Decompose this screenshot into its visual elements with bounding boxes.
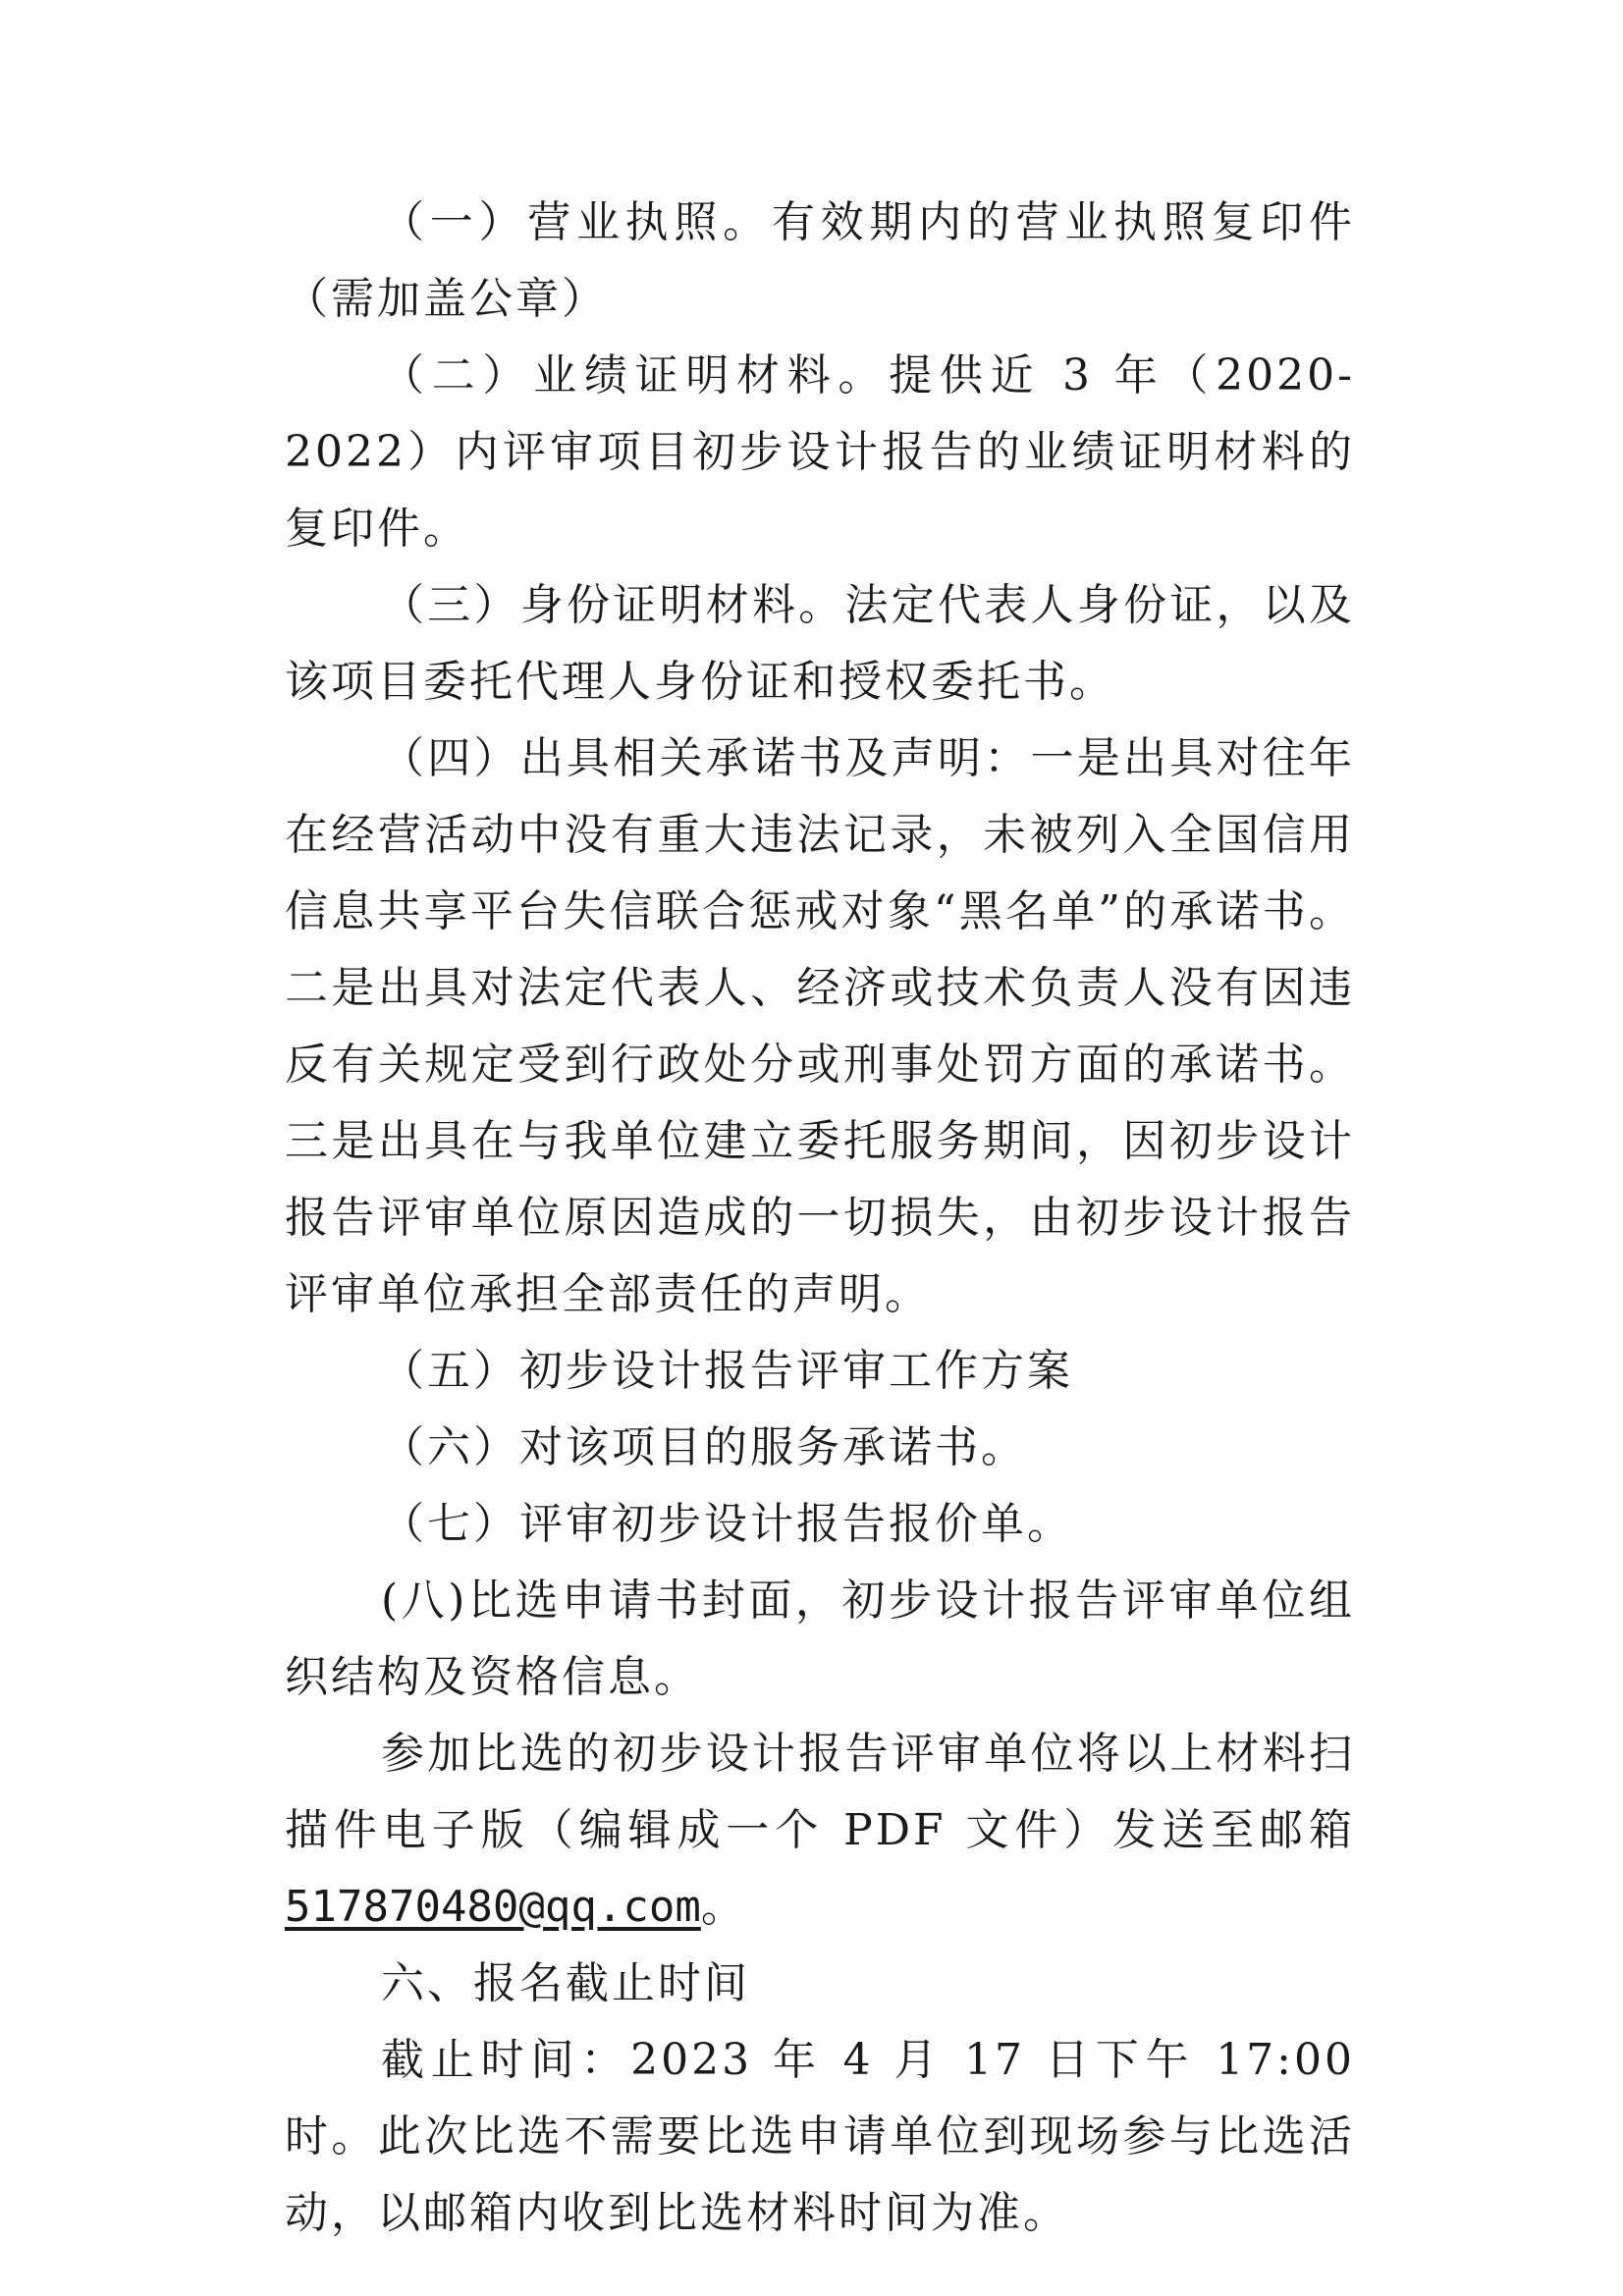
document-body xyxy=(285,185,1355,2252)
submission-text-end: 。 xyxy=(700,1882,747,1932)
submission-text: 参加比选的初步设计报告评审单位将以上材料扫描件电子版（编辑成一个 PDF 文件）发送至邮箱 xyxy=(285,1729,1355,1855)
item-3-identity-proof: （三）身份证明材料。法定代表人身份证，以及该项目委托代理人身份证和授权委托书。 xyxy=(285,580,1355,707)
item-6-service-commitment: （六）对该项目的服务承诺书。 xyxy=(381,1422,1027,1472)
item-8-application-cover: (八)比选申请书封面，初步设计报告评审单位组织结构及资格信息。 xyxy=(285,1575,1355,1702)
item-4-commitment-statement: （四）出具相关承诺书及声明：一是出具对往年在经营活动中没有重大违法记录，未被列入全国信用信息共享平台失信联合惩戒对象“黑名单”的承诺书。二是出具对法定代表人、经济或技术负责人没有因违反有关规定受到行政处分或刑事处罚方面的承诺书。三是出具在与我单位建立委托服务期间，因初步设计报告评审单位原因造成的一切损失，由初步设计报告评审单位承担全部责任的声明。 xyxy=(285,733,1355,1319)
item-7-quotation: （七）评审初步设计报告报价单。 xyxy=(381,1499,1073,1549)
item-1-business-license: （一）营业执照。有效期内的营业执照复印件（需加盖公章） xyxy=(285,197,1355,324)
deadline-text: 截止时间：2023 年 4 月 17 日下午 17:00 时。此次比选不需要比选申请单位到现场参与比选活动，以邮箱内收到比选材料时间为准。 xyxy=(285,2035,1355,2238)
item-5-work-plan: （五）初步设计报告评审工作方案 xyxy=(381,1346,1073,1396)
submission-email-link[interactable]: 517870480@qq.com xyxy=(285,1882,701,1932)
item-2-performance-proof: （二）业绩证明材料。提供近 3 年（2020-2022）内评审项目初步设计报告的业绩证明材料的复印件。 xyxy=(285,350,1355,554)
submission-instructions xyxy=(285,1716,1355,1946)
section-heading-deadline: 六、报名截止时间 xyxy=(381,1958,750,2008)
